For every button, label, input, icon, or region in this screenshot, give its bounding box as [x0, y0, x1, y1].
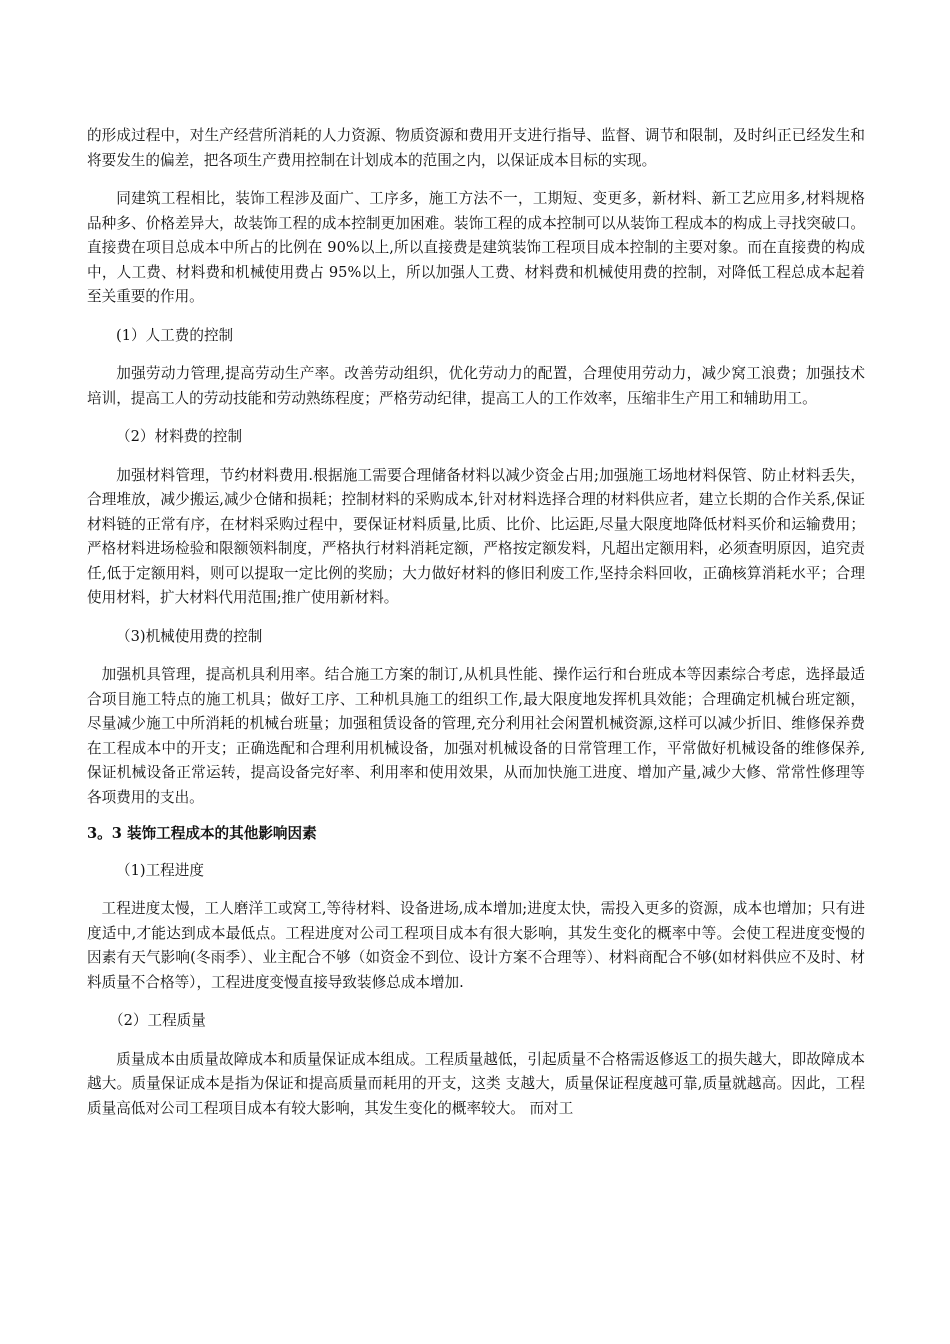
section-heading-3-3: 3。3 装饰工程成本的其他影响因素 — [87, 825, 317, 842]
paragraph-project-quality: 质量成本由质量故障成本和质量保证成本组成。工程质量越低，引起质量不合格需返修返工的损失越大，即故障成本越大。质量保证成本是指为保证和提高质量而耗用的开支，这类 支越大，质量保证程度越可靠,质量就越高。因此，工程质量高低对公司工程项目成本有较大影响，其发生变化的概率较大。 而对工 — [87, 1050, 865, 1117]
paragraph-material-cost: 加强材料管理，节约材料费用.根据施工需要合理储备材料以减少资金占用;加强施工场地材料保管、防止材料丢失，合理堆放，减少搬运,减少仓储和损耗；控制材料的采购成本,针对材料选择合理的材料供应者，建立长期的合作关系,保证材料链的正常有序，在材料采购过程中，要保证材料质量,比质、比价、比运距,尽量大限度地降低材料买价和运输费用；严格材料进场检验和限额领料制度，严格执行材料消耗定额，严格按定额发料，凡超出定额用料，必须查明原因，追究责任,低于定额用料，则可以提取一定比例的奖励；大力做好材料的修旧利废工作,坚持余料回收，正确核算消耗水平；合理使用材料，扩大材料代用范围;推广使用新材料。 — [87, 466, 865, 606]
paragraph-project-progress: 工程进度太慢，工人磨洋工或窝工,等待材料、设备进场,成本增加;进度太快，需投入更多的资源，成本也增加；只有进度适中,才能达到成本最低点。工程进度对公司工程项目成本有很大影响，其发生变化的概率中等。会使工程进度变慢的因素有天气影响(冬雨季）、业主配合不够（如资金不到位、设计方案不合理等）、材料商配合不够(如材料供应不及时、材料质量不合格等），工程进度变慢直接导致装修总成本增加. — [87, 900, 865, 991]
subheading-labor-cost: (1）人工费的控制 — [116, 326, 234, 344]
subheading-project-quality: （2）工程质量 — [109, 1012, 206, 1029]
subheading-project-progress: （1)工程进度 — [116, 861, 204, 879]
paragraph-machine-cost: 加强机具管理，提高机具利用率。结合施工方案的制订,从机具性能、操作运行和台班成本等因素综合考虑，选择最适合项目施工特点的施工机具；做好工序、工种机具施工的组织工作,最大限度地发挥机具效能；合理确定机械台班定额，尽量减少施工中所消耗的机械台班量；加强租赁设备的管理,充分利用社会闲置机械资源,这样可以减少折旧、维修保养费在工程成本中的开支；正确选配和合理利用机械设备，加强对机械设备的日常管理工作，平常做好机械设备的维修保养,保证机械设备正常运转，提高设备完好率、利用率和使用效果，从而加快施工进度、增加产量,减少大修、常常性修理等各项费用的支出。 — [87, 666, 865, 806]
paragraph-decoration-vs-building: 同建筑工程相比，装饰工程涉及面广、工序多，施工方法不一，工期短、变更多，新材料、新工艺应用多,材料规格品种多、价格差异大，故装饰工程的成本控制更加困难。装饰工程的成本控制可以从装饰工程成本的构成上寻找突破口。直接费在项目总成本中所占的比例在 90%以上,所以直接费是建筑装饰工程项目成本控制的主要对象。而在直接费的构成中，人工费、材料费和机械使用费占 95%以上，所以加强人工费、材料费和机械使用费的控制，对降低工程总成本起着至关重要的作用。 — [87, 190, 865, 305]
subheading-machine-cost: （3)机械使用费的控制 — [116, 627, 263, 645]
subheading-material-cost: （2）材料费的控制 — [116, 428, 243, 445]
paragraph-cost-control-intro: 的形成过程中，对生产经营所消耗的人力资源、物质资源和费用开支进行指导、监督、调节和限制，及时纠正已经发生和将要发生的偏差，把各项生产费用控制在计划成本的范围之内，以保证成本目标的实现。 — [87, 127, 865, 169]
paragraph-labor-cost: 加强劳动力管理,提高劳动生产率。改善劳动组织，优化劳动力的配置，合理使用劳动力，减少窝工浪费；加强技术培训，提高工人的劳动技能和劳动熟练程度；严格劳动纪律，提高工人的工作效率，压缩非生产用工和辅助用工。 — [87, 365, 865, 407]
document-page — [87, 124, 865, 1121]
